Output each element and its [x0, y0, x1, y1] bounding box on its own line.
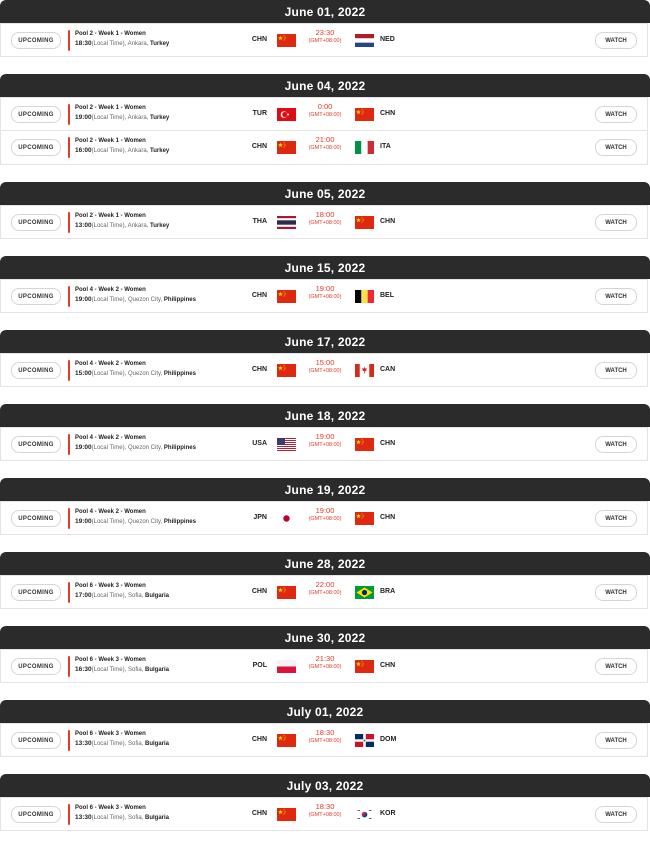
country: Bulgaria: [145, 741, 170, 747]
kickoff-time: [299, 136, 351, 152]
away-team-code[interactable]: CHN: [380, 440, 396, 447]
match-row[interactable]: [0, 575, 648, 609]
local-time-note: (Local Time): [91, 115, 125, 121]
local-time-note: (Local Time): [91, 297, 125, 303]
local-time-note: (Local Time): [91, 445, 125, 451]
local-time: 16:00: [75, 147, 92, 154]
home-team-code[interactable]: USA: [252, 440, 267, 447]
local-time: 13:30: [75, 740, 92, 747]
timezone-label: (GMT+08:00): [308, 145, 342, 151]
poland-flag-icon: [277, 660, 296, 673]
local-time: 17:00: [75, 592, 92, 599]
date-header: June 01, 2022: [0, 0, 650, 23]
pool-label: Pool 2 - Week 1 - Women: [75, 105, 146, 111]
china-flag-icon: [277, 141, 296, 154]
local-time: 13:30: [75, 814, 92, 821]
divider: [68, 212, 70, 233]
match-row[interactable]: [0, 649, 648, 683]
status-badge: UPCOMING: [11, 288, 61, 305]
home-team-code[interactable]: POL: [252, 662, 267, 669]
divider: [68, 30, 70, 51]
match-row[interactable]: [0, 501, 648, 535]
home-team-code[interactable]: TUR: [252, 110, 267, 117]
china-flag-icon: [277, 734, 296, 747]
city: Ankara: [127, 223, 147, 229]
home-team-code[interactable]: JPN: [253, 514, 267, 521]
home-team-code[interactable]: CHN: [251, 366, 267, 373]
match-row[interactable]: [0, 353, 648, 387]
local-time: 19:00: [75, 444, 92, 451]
match-info: Pool 6 - Week 3 - Women 16:30(Local Time), Sofia, Bulgaria: [75, 657, 170, 673]
status-badge: UPCOMING: [11, 658, 61, 675]
match-row[interactable]: [0, 97, 648, 131]
away-team-code[interactable]: ITA: [380, 143, 391, 150]
city: Sofia: [127, 815, 142, 821]
local-time-note: (Local Time): [91, 371, 125, 377]
china-flag-icon: [355, 660, 374, 673]
china-flag-icon: [355, 108, 374, 121]
home-team-code[interactable]: CHN: [251, 588, 267, 595]
china-flag-icon: [277, 34, 296, 47]
home-team-code[interactable]: CHN: [251, 736, 267, 743]
match-row[interactable]: [0, 279, 648, 313]
country: Philippines: [163, 297, 196, 303]
country: Philippines: [163, 445, 196, 451]
timezone-label: (GMT+08:00): [308, 368, 342, 374]
match-info: Pool 4 - Week 2 - Women 19:00(Local Time), Quezon City, Philippines: [75, 435, 196, 451]
city: Sofia: [127, 593, 142, 599]
city: Quezon City: [127, 445, 161, 451]
timezone-label: (GMT+08:00): [308, 664, 342, 670]
date-header: June 30, 2022: [0, 626, 650, 649]
kickoff-time-value: 21:00: [315, 135, 335, 144]
divider: [68, 508, 70, 529]
belgium-flag-icon: [355, 290, 374, 303]
local-time-note: (Local Time): [91, 41, 125, 47]
match-row[interactable]: [0, 797, 648, 831]
away-team-code[interactable]: CHN: [380, 514, 396, 521]
kickoff-time: [299, 211, 351, 227]
away-team-code[interactable]: CHN: [380, 218, 396, 225]
kickoff-time-value: 19:00: [315, 506, 335, 515]
city: Sofia: [127, 741, 142, 747]
pool-label: Pool 4 - Week 2 - Women: [75, 287, 146, 293]
match-info: Pool 2 - Week 1 - Women 18:30(Local Time), Ankara, Turkey: [75, 31, 170, 47]
kickoff-time: [299, 655, 351, 671]
watch-button[interactable]: WATCH: [595, 214, 637, 231]
netherlands-flag-icon: [355, 34, 374, 47]
match-row[interactable]: [0, 23, 648, 57]
home-team-code[interactable]: CHN: [251, 36, 267, 43]
match-info: Pool 4 - Week 2 - Women 19:00(Local Time), Quezon City, Philippines: [75, 287, 196, 303]
watch-button[interactable]: WATCH: [595, 584, 637, 601]
local-time: 16:30: [75, 666, 92, 673]
divider: [68, 656, 70, 677]
china-flag-icon: [355, 216, 374, 229]
date-header: June 17, 2022: [0, 330, 650, 353]
status-badge: UPCOMING: [11, 584, 61, 601]
city: Quezon City: [127, 297, 161, 303]
china-flag-icon: [277, 290, 296, 303]
local-time: 18:30: [75, 40, 92, 47]
pool-label: Pool 4 - Week 2 - Women: [75, 435, 146, 441]
date-header: June 05, 2022: [0, 182, 650, 205]
city: Ankara: [127, 115, 147, 121]
match-info: Pool 2 - Week 1 - Women 13:00(Local Time), Ankara, Turkey: [75, 213, 170, 229]
china-flag-icon: [277, 808, 296, 821]
divider: [68, 360, 70, 381]
divider: [68, 286, 70, 307]
country: Bulgaria: [145, 593, 170, 599]
divider: [68, 730, 70, 751]
pool-label: Pool 6 - Week 3 - Women: [75, 583, 146, 589]
date-header: June 28, 2022: [0, 552, 650, 575]
timezone-label: (GMT+08:00): [308, 112, 342, 118]
country: Turkey: [150, 223, 170, 229]
pool-label: Pool 2 - Week 1 - Women: [75, 213, 146, 219]
status-badge: UPCOMING: [11, 106, 61, 123]
city: Sofia: [127, 667, 142, 673]
away-team-code[interactable]: CHN: [380, 110, 396, 117]
watch-button[interactable]: WATCH: [595, 106, 637, 123]
status-badge: UPCOMING: [11, 436, 61, 453]
japan-flag-icon: [277, 512, 296, 525]
status-badge: UPCOMING: [11, 806, 61, 823]
away-team-code[interactable]: BEL: [380, 292, 394, 299]
timezone-label: (GMT+08:00): [308, 516, 342, 522]
local-time-note: (Local Time): [91, 148, 125, 154]
status-badge: UPCOMING: [11, 139, 61, 156]
kickoff-time-value: 18:30: [315, 728, 335, 737]
match-info: Pool 6 - Week 3 - Women 13:30(Local Time), Sofia, Bulgaria: [75, 805, 170, 821]
pool-label: Pool 6 - Week 3 - Women: [75, 731, 146, 737]
match-info: Pool 2 - Week 1 - Women 19:00(Local Time), Ankara, Turkey: [75, 105, 170, 121]
city: Quezon City: [127, 371, 161, 377]
city: Ankara: [127, 148, 147, 154]
away-team-code[interactable]: CHN: [380, 662, 396, 669]
watch-button[interactable]: WATCH: [595, 288, 637, 305]
match-row[interactable]: [0, 723, 648, 757]
status-badge: UPCOMING: [11, 510, 61, 527]
local-time: 19:00: [75, 114, 92, 121]
away-team-code[interactable]: NED: [380, 36, 395, 43]
watch-button[interactable]: WATCH: [595, 510, 637, 527]
match-info: Pool 6 - Week 3 - Women 13:30(Local Time), Sofia, Bulgaria: [75, 731, 170, 747]
match-info: Pool 4 - Week 2 - Women 15:00(Local Time), Quezon City, Philippines: [75, 361, 196, 377]
kickoff-time-value: 21:30: [315, 654, 335, 663]
country: Bulgaria: [145, 667, 170, 673]
date-header: June 18, 2022: [0, 404, 650, 427]
away-team-code[interactable]: KOR: [380, 810, 396, 817]
timezone-label: (GMT+08:00): [308, 738, 342, 744]
kickoff-time-value: 19:00: [315, 284, 335, 293]
dominican-republic-flag-icon: [355, 734, 374, 747]
match-row[interactable]: [0, 131, 648, 165]
watch-button[interactable]: WATCH: [595, 139, 637, 156]
local-time: 15:00: [75, 370, 92, 377]
timezone-label: (GMT+08:00): [308, 590, 342, 596]
status-badge: UPCOMING: [11, 32, 61, 49]
kickoff-time-value: 19:00: [315, 432, 335, 441]
local-time-note: (Local Time): [91, 667, 125, 673]
country: Philippines: [163, 519, 196, 525]
kickoff-time: [299, 359, 351, 375]
kickoff-time-value: 15:00: [315, 358, 335, 367]
date-header: June 15, 2022: [0, 256, 650, 279]
usa-flag-icon: [277, 438, 296, 451]
home-team-code[interactable]: CHN: [251, 143, 267, 150]
match-info: Pool 6 - Week 3 - Women 17:00(Local Time), Sofia, Bulgaria: [75, 583, 170, 599]
thailand-flag-icon: [277, 216, 296, 229]
date-header: June 19, 2022: [0, 478, 650, 501]
away-team-code[interactable]: DOM: [380, 736, 397, 743]
local-time-note: (Local Time): [91, 519, 125, 525]
timezone-label: (GMT+08:00): [308, 220, 342, 226]
timezone-label: (GMT+08:00): [308, 294, 342, 300]
kickoff-time: [299, 285, 351, 301]
italy-flag-icon: [355, 141, 374, 154]
divider: [68, 137, 70, 158]
china-flag-icon: [277, 364, 296, 377]
divider: [68, 104, 70, 125]
watch-button[interactable]: WATCH: [595, 732, 637, 749]
match-row[interactable]: [0, 427, 648, 461]
canada-flag-icon: [355, 364, 374, 377]
divider: [68, 804, 70, 825]
kickoff-time: [299, 507, 351, 523]
local-time: 13:00: [75, 222, 92, 229]
watch-button[interactable]: WATCH: [595, 362, 637, 379]
timezone-label: (GMT+08:00): [308, 38, 342, 44]
pool-label: Pool 2 - Week 1 - Women: [75, 31, 146, 37]
match-info: Pool 2 - Week 1 - Women 16:00(Local Time), Ankara, Turkey: [75, 138, 170, 154]
kickoff-time-value: 22:00: [315, 580, 335, 589]
local-time-note: (Local Time): [91, 593, 125, 599]
date-header: July 01, 2022: [0, 700, 650, 723]
kickoff-time: [299, 29, 351, 45]
china-flag-icon: [355, 512, 374, 525]
watch-button[interactable]: WATCH: [595, 806, 637, 823]
local-time-note: (Local Time): [91, 223, 125, 229]
timezone-label: (GMT+08:00): [308, 442, 342, 448]
country: Bulgaria: [145, 815, 170, 821]
kickoff-time: [299, 729, 351, 745]
status-badge: UPCOMING: [11, 214, 61, 231]
kickoff-time: [299, 581, 351, 597]
watch-button[interactable]: WATCH: [595, 32, 637, 49]
kickoff-time-value: 18:30: [315, 802, 335, 811]
date-header: July 03, 2022: [0, 774, 650, 797]
pool-label: Pool 2 - Week 1 - Women: [75, 138, 146, 144]
brazil-flag-icon: [355, 586, 374, 599]
watch-button[interactable]: WATCH: [595, 658, 637, 675]
pool-label: Pool 6 - Week 3 - Women: [75, 657, 146, 663]
pool-label: Pool 4 - Week 2 - Women: [75, 509, 146, 515]
status-badge: UPCOMING: [11, 732, 61, 749]
kickoff-time: [299, 433, 351, 449]
city: Quezon City: [127, 519, 161, 525]
home-team-code[interactable]: CHN: [251, 292, 267, 299]
country: Turkey: [150, 41, 170, 47]
turkey-flag-icon: [277, 108, 296, 121]
kickoff-time: [299, 803, 351, 819]
match-row[interactable]: [0, 205, 648, 239]
country: Turkey: [150, 115, 170, 121]
local-time-note: (Local Time): [91, 741, 125, 747]
match-info: Pool 4 - Week 2 - Women 19:00(Local Time), Quezon City, Philippines: [75, 509, 196, 525]
timezone-label: (GMT+08:00): [308, 812, 342, 818]
kickoff-time-value: 23:30: [315, 28, 335, 37]
local-time-note: (Local Time): [91, 815, 125, 821]
kickoff-time: [299, 103, 351, 119]
pool-label: Pool 6 - Week 3 - Women: [75, 805, 146, 811]
date-header: June 04, 2022: [0, 74, 650, 97]
kickoff-time-value: 0:00: [317, 102, 333, 111]
pool-label: Pool 4 - Week 2 - Women: [75, 361, 146, 367]
divider: [68, 434, 70, 455]
country: Philippines: [163, 371, 196, 377]
status-badge: UPCOMING: [11, 362, 61, 379]
home-team-code[interactable]: CHN: [251, 810, 267, 817]
kickoff-time-value: 18:00: [315, 210, 335, 219]
country: Turkey: [150, 148, 170, 154]
local-time: 19:00: [75, 518, 92, 525]
china-flag-icon: [355, 438, 374, 451]
local-time: 19:00: [75, 296, 92, 303]
home-team-code[interactable]: THA: [252, 218, 267, 225]
away-team-code[interactable]: BRA: [380, 588, 396, 595]
watch-button[interactable]: WATCH: [595, 436, 637, 453]
china-flag-icon: [277, 586, 296, 599]
away-team-code[interactable]: CAN: [380, 366, 396, 373]
city: Ankara: [127, 41, 147, 47]
south-korea-flag-icon: [355, 808, 374, 821]
divider: [68, 582, 70, 603]
